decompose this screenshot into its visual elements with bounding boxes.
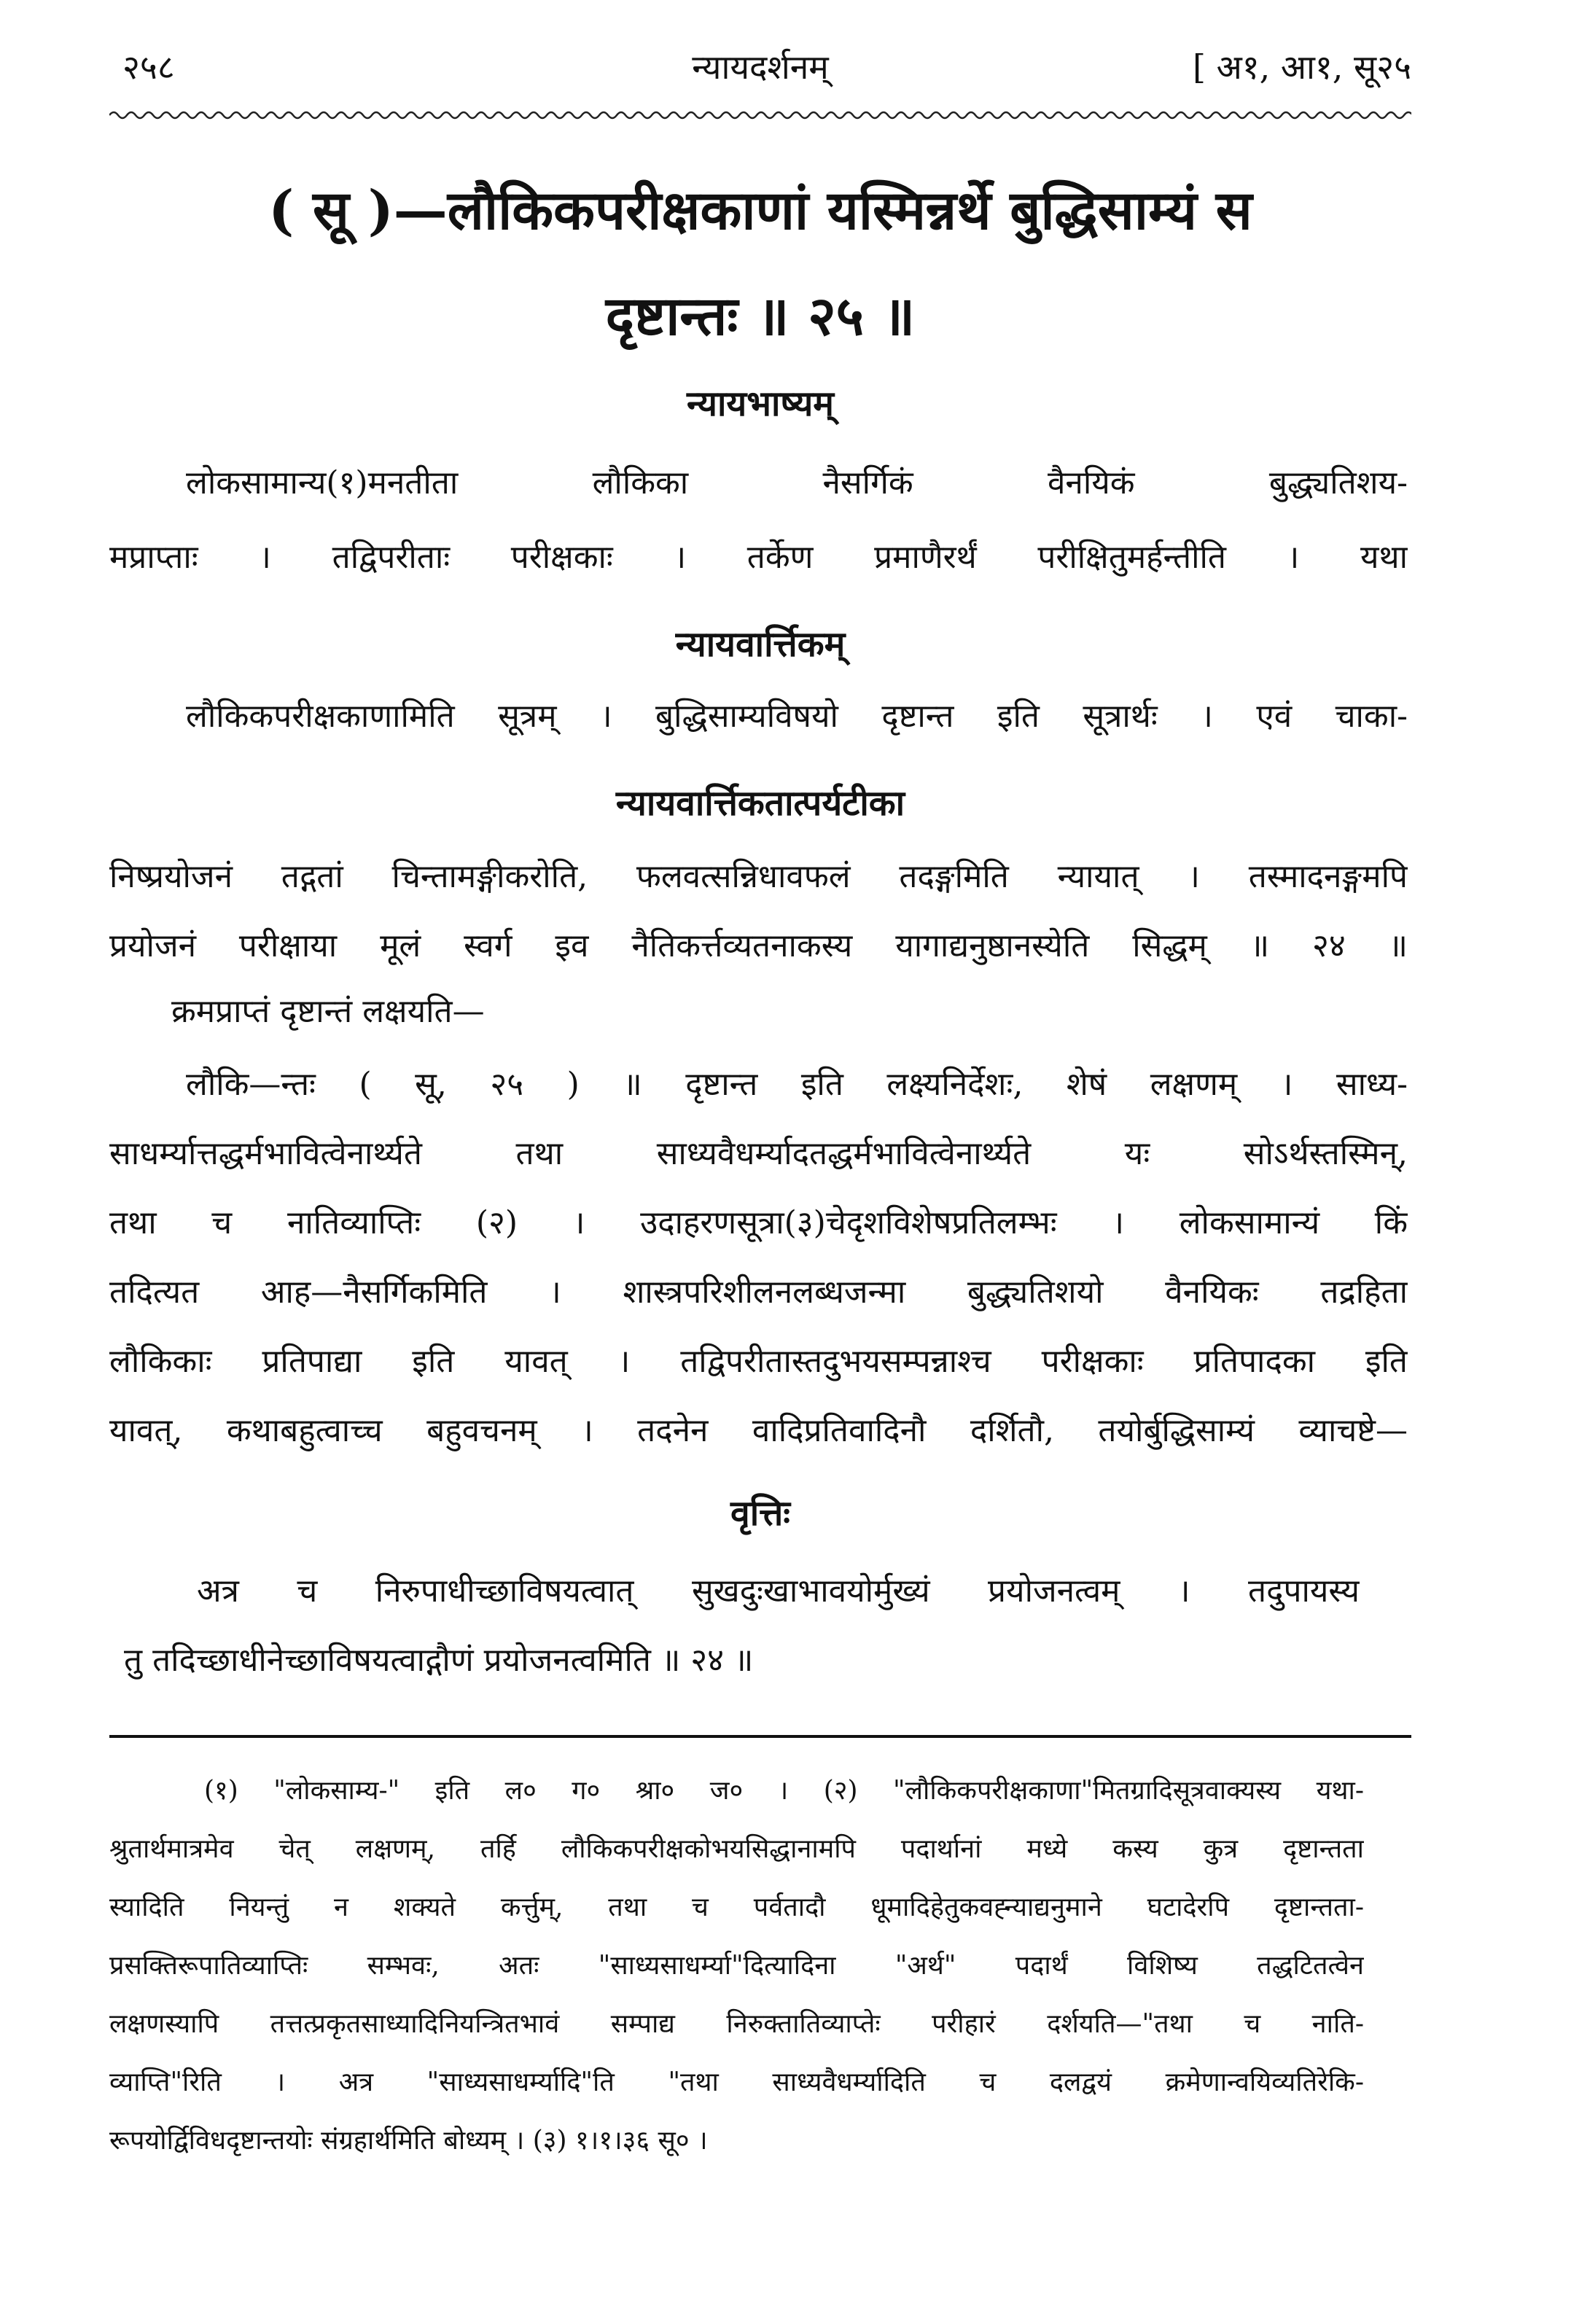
tika-line-7: तदित्यत आह—नैसर्गिकमिति । शास्त्रपरिशीलनलब्धजन्मा बुद्ध्यतिशयो वैनयिकः तद्रहिता [109, 1274, 1408, 1311]
tika-line-4: लौकि—न्तः ( सू, २५ ) ॥ दृष्टान्त इति लक्ष्यनिर्देशः, शेषं लक्षणम् । साध्य- [186, 1066, 1408, 1103]
tika-line-8: लौकिकाः प्रतिपाद्या इति यावत् । तद्विपरीतास्तदुभयसम्पन्नाश्च परीक्षकाः प्रतिपादका इति [109, 1343, 1408, 1380]
header-wavy-rule [109, 108, 1411, 122]
running-header [109, 44, 1411, 102]
nyayavartika-line-1: लौकिकपरीक्षकाणामिति सूत्रम् । बुद्धिसाम्यविषयो दृष्टान्त इति सूत्रार्थः । एवं चाका- [186, 698, 1408, 735]
tika-line-5: साधर्म्यात्तद्धर्मभावित्वेनार्थ्यते तथा साध्यवैधर्म्यादतद्धर्मभावित्वेनार्थ्यते यः सोऽर्थस्तस्मिन्, [109, 1135, 1408, 1172]
footnote-line-5: लक्षणस्यापि तत्तत्प्रकृतसाध्यादिनियन्त्रितभावं सम्पाद्य निरुक्तातिव्याप्तेः परीहारं दर्शयति—"तथा च नाति- [109, 2009, 1364, 2039]
nyayabhashya-heading: न्यायभाष्यम् [686, 383, 835, 424]
tika-line-6: तथा च नातिव्याप्तिः (२) । उदाहरणसूत्रा(३)चेदृशविशेषप्रतिलम्भः । लोकसामान्यं किं [109, 1204, 1408, 1241]
footnote-line-4: प्रसक्तिरूपातिव्याप्तिः सम्भवः, अतः "साध्यसाधर्म्या"दित्यादिना "अर्थ" पदार्थं विशिष्य तद्धटितत्वेन [109, 1951, 1364, 1981]
vritti-line-1: अत्र च निरुपाधीच्छाविषयत्वात् सुखदुःखाभावयोर्मुख्यं प्रयोजनत्वम् । तदुपायस्य [197, 1572, 1360, 1610]
nyayavartika-heading: न्यायवार्त्तिकम् [675, 624, 846, 665]
tika-line-9: यावत्, कथाबहुत्वाच्च बहुवचनम् । तदनेन वादिप्रतिवादिनौ दर्शितौ, तयोर्बुद्धिसाम्यं व्याचष्टे— [109, 1412, 1408, 1449]
tatparyatika-heading: न्यायवार्त्तिकतात्पर्यटीका [615, 783, 905, 824]
tika-line-1: निष्प्रयोजनं तद्गतां चिन्तामङ्गीकरोति, फलवत्सन्निधावफलं तदङ्गमिति न्यायात् । तस्मादनङ्गमपि [109, 858, 1408, 895]
nyayabhashya-line-2: मप्राप्ताः । तद्विपरीताः परीक्षकाः । तर्केण प्रमाणैरर्थं परीक्षितुमर्हन्तीति । यथा [109, 539, 1408, 576]
footnote-line-7: रूपयोर्द्विविधदृष्टान्तयोः संग्रहार्थमिति बोध्यम् । (३) १।१।३६ सू० । [109, 2126, 708, 2156]
chapter-reference: [ अ१, आ१, सू२५ [1193, 47, 1411, 87]
footnote-line-2: श्रुतार्थमात्रमेव चेत् लक्षणम्, तर्हि लौकिकपरीक्षकोभयसिद्धानामपि पदार्थानां मध्ये कस्य कुत्र दृष्टान्तता [109, 1834, 1364, 1864]
tika-line-3: क्रमप्राप्तं दृष्टान्तं लक्षयति— [171, 993, 485, 1030]
tika-line-2: प्रयोजनं परीक्षाया मूलं स्वर्ग इव नैतिकर्त्तव्यतनाकस्य यागाद्यनुष्ठानस्येति सिद्धम् ॥ २४ ॥ [109, 927, 1408, 964]
footnote-line-6: व्याप्ति"रिति । अत्र "साध्यसाधर्म्यादि"ति "तथा साध्यवैधर्म्यादिति च दलद्वयं क्रमेणान्वयिव्यतिरेकि- [109, 2067, 1364, 2097]
footnote-line-3: स्यादिति नियन्तुं न शक्यते कर्त्तुम्, तथा च पर्वतादौ धूमादिहेतुकवह्न्याद्यनुमाने घटादेरपि दृष्टान्तता- [109, 1892, 1364, 1922]
sutra-line-2: दृष्टान्तः ॥ २५ ॥ [605, 285, 916, 348]
nyayabhashya-line-1: लोकसामान्य(१)मनतीता लौकिका नैसर्गिकं वैनयिकं बुद्ध्यतिशय- [186, 464, 1408, 502]
vritti-heading: वृत्तिः [730, 1493, 790, 1534]
footnote-divider [109, 1735, 1411, 1738]
page-number: २५८ [122, 47, 175, 87]
vritti-line-2: तु तदिच्छाधीनेच्छाविषयत्वाद्गौणं प्रयोजनत्वमिति ॥ २४ ॥ [124, 1642, 754, 1679]
footnote-line-1: (१) "लोकसाम्य-" इति ल० ग० श्रा० ज० । (२) "लौकिकपरीक्षकाणा"मितग्रादिसूत्रवाक्यस्य यथा- [204, 1776, 1364, 1806]
sutra-line-1: ( सू )—लौकिकपरीक्षकाणां यस्मिन्नर्थे बुद्धिसाम्यं स [268, 179, 1252, 242]
book-title: न्यायदर्शनम् [692, 47, 829, 87]
